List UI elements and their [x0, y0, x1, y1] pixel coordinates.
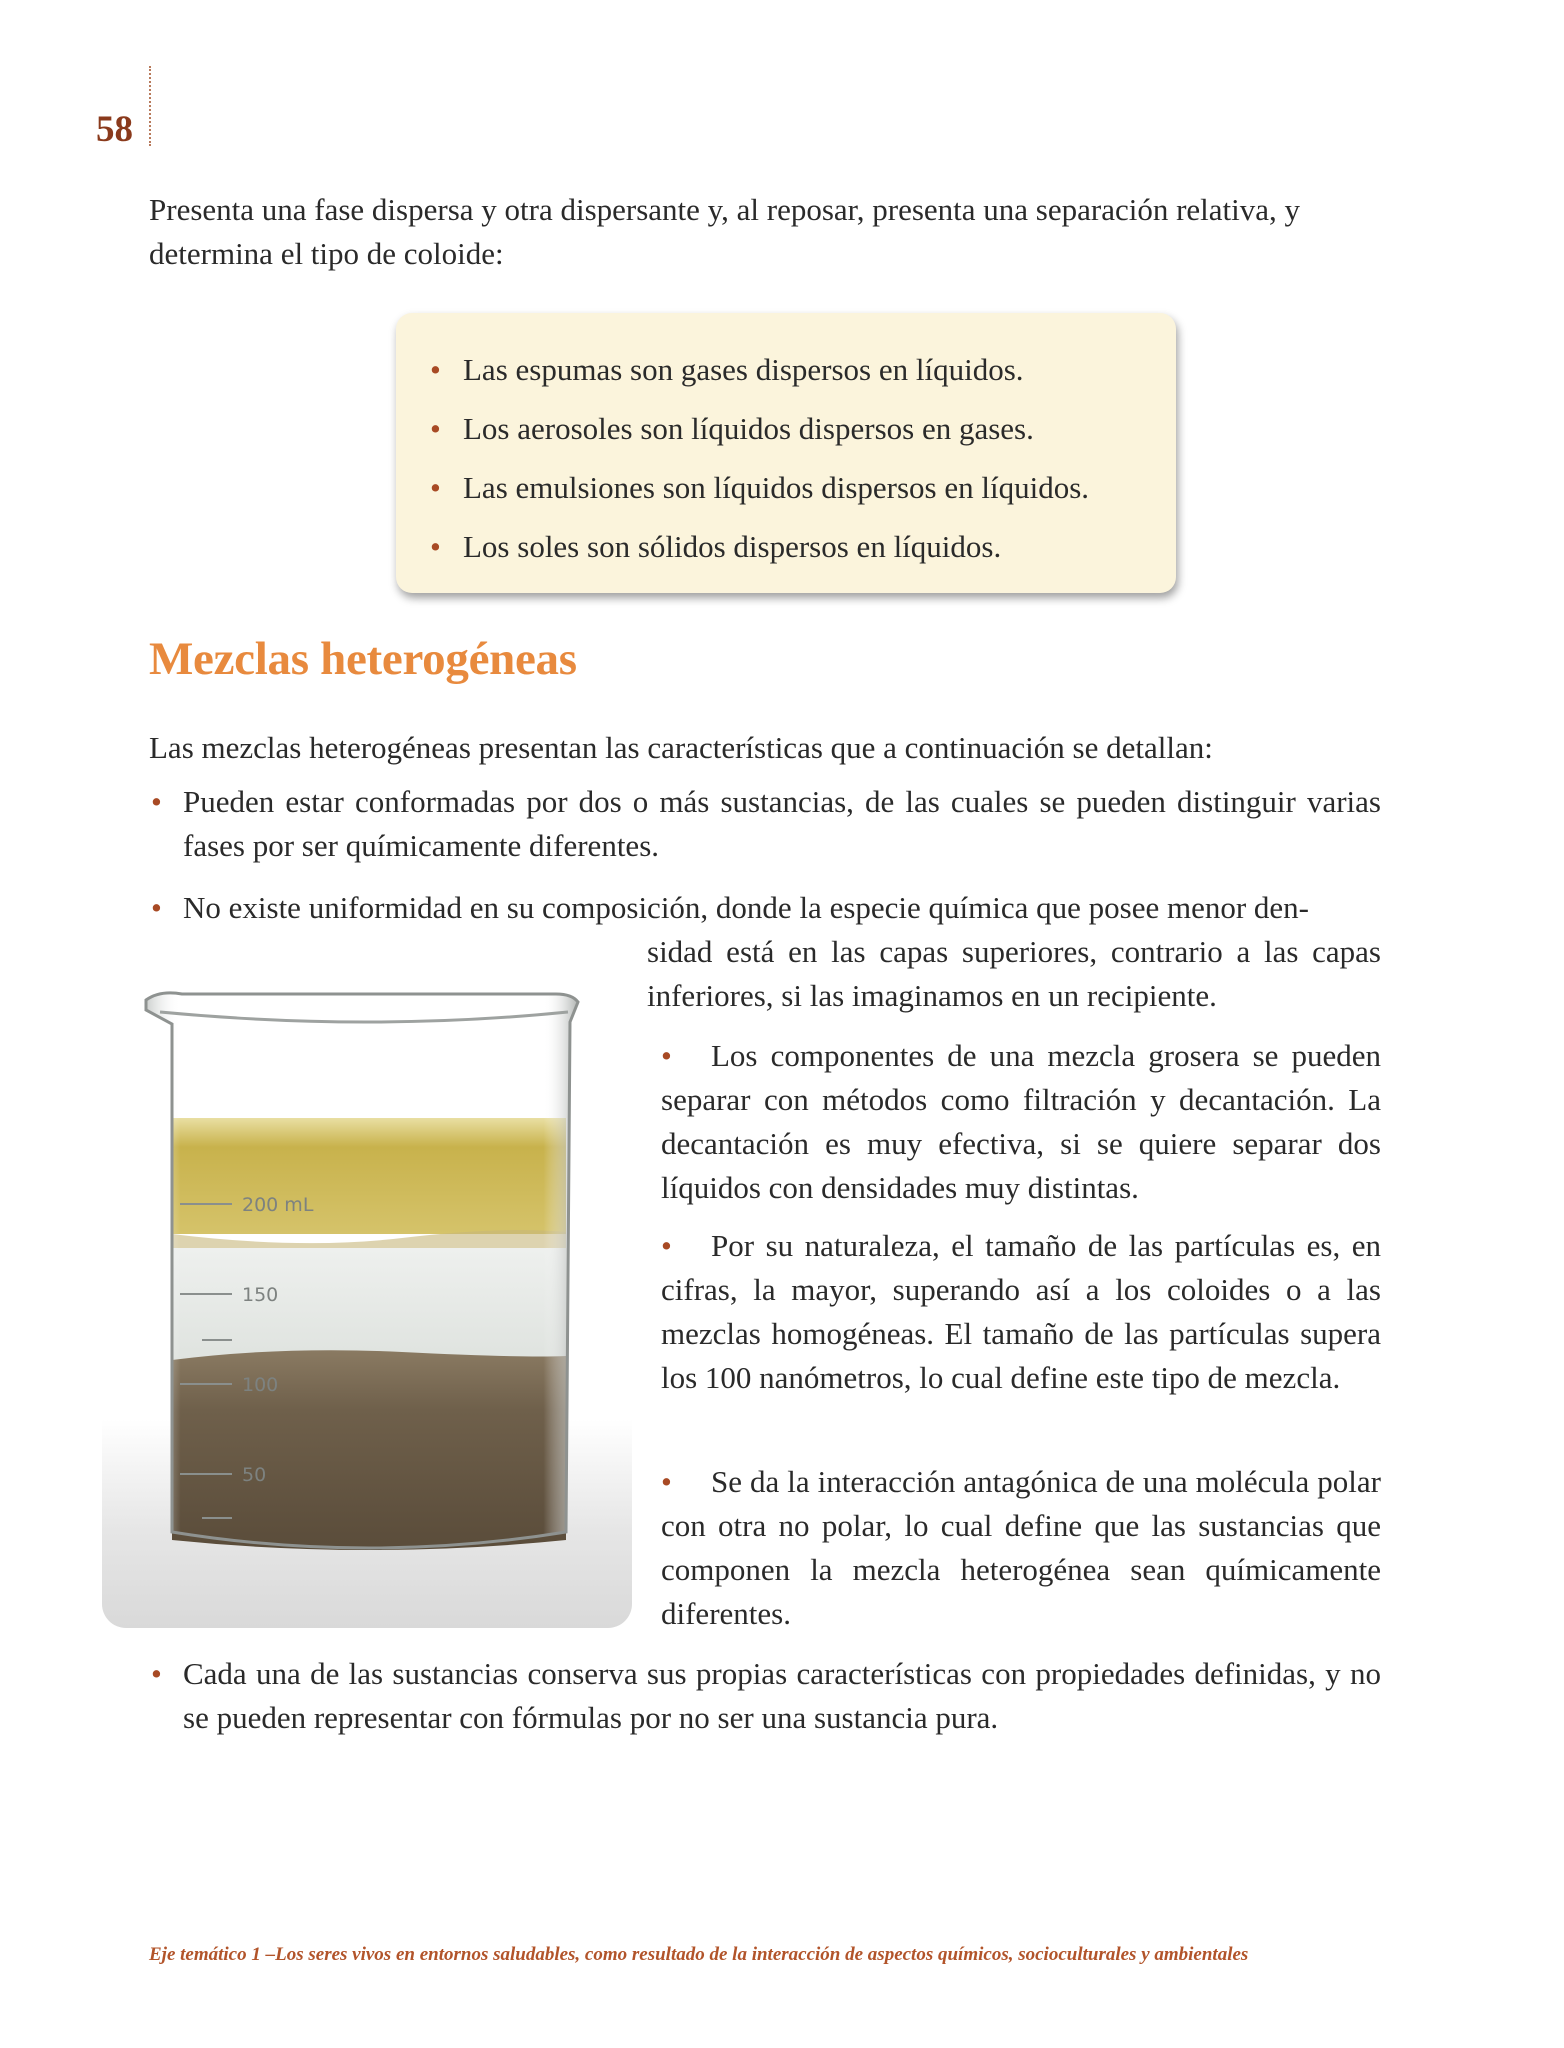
- page-number-divider: [149, 66, 151, 146]
- bullet-icon: •: [661, 1038, 672, 1073]
- beaker-photo: [102, 932, 632, 1628]
- bullet-item: [151, 1652, 1381, 1740]
- page-number: 58: [96, 109, 133, 150]
- bullet-continuation: sidad está en las capas superiores, contrario a las capas inferiores, si las imaginamos en un recipiente.: [647, 934, 1381, 1013]
- bullet-item: [151, 886, 1381, 930]
- bullet-icon: •: [661, 1464, 672, 1499]
- bullet-icon: •: [151, 890, 162, 925]
- colloid-types-box: [396, 313, 1176, 593]
- side-bullet-item: [661, 1224, 1381, 1400]
- bullet-text: Por su naturaleza, el tamaño de las partículas es, en cifras, la mayor, superando así a los coloides o a las mezclas homogéneas. El tamaño de las partículas supera los 100 nanómetros, lo cual define este tipo de mezcla.: [661, 1228, 1381, 1395]
- colloid-types-list: [396, 313, 1176, 576]
- graduation-label: 150: [242, 1284, 279, 1306]
- footer-text: Eje temático 1 –Los seres vivos en entornos saludables, como resultado de la interacción de aspectos químicos, socioculturales y ambientales: [149, 1944, 1249, 1965]
- graduation-label: 100: [242, 1374, 279, 1396]
- beaker-illustration: [102, 932, 632, 1628]
- bullet-item: [151, 780, 1381, 868]
- bullet-icon: •: [661, 1228, 672, 1263]
- graduation-label: 50: [242, 1464, 267, 1486]
- bullet-text: Se da la interacción antagónica de una molécula polar con otra no polar, lo cual define que las sustancias que componen la mezcla heterogénea sean químicamente diferentes.: [661, 1464, 1381, 1631]
- bullet-text: Pueden estar conformadas por dos o más sustancias, de las cuales se pueden distinguir varias fases por ser químicamente diferentes.: [183, 784, 1381, 863]
- graduation-label: 200 mL: [242, 1194, 314, 1216]
- list-item: • Las emulsiones son líquidos dispersos en líquidos.: [430, 458, 1176, 517]
- beaker-glass: [146, 993, 578, 1548]
- list-item: • Los soles son sólidos dispersos en líquidos.: [430, 517, 1176, 576]
- bullet-text: Cada una de las sustancias conserva sus propias características con propiedades definidas, y no se pueden representar con fórmulas por no ser una sustancia pura.: [183, 1656, 1381, 1735]
- list-item: • Los aerosoles son líquidos dispersos en gases.: [430, 399, 1176, 458]
- intro-paragraph: Presenta una fase dispersa y otra dispersante y, al reposar, presenta una separación relativa, y determina el tipo de coloide:: [149, 192, 1301, 271]
- side-bullet-item: [661, 1034, 1381, 1210]
- bullet-text: No existe uniformidad en su composición, donde la especie química que posee menor den-: [183, 890, 1310, 925]
- section-title: Mezclas heterogéneas: [149, 633, 577, 685]
- list-item: • Las espumas son gases dispersos en líquidos.: [430, 340, 1176, 399]
- bullet-text: Los componentes de una mezcla grosera se pueden separar con métodos como filtración y decantación. La decantación es muy efectiva, si se quiere separar dos líquidos con densidades muy distintas.: [661, 1038, 1381, 1205]
- bullet-icon: •: [151, 1656, 162, 1691]
- bullet-icon: •: [151, 784, 162, 819]
- lead-paragraph: Las mezclas heterogéneas presentan las características que a continuación se detallan:: [149, 730, 1213, 765]
- side-bullet-item: [661, 1460, 1381, 1636]
